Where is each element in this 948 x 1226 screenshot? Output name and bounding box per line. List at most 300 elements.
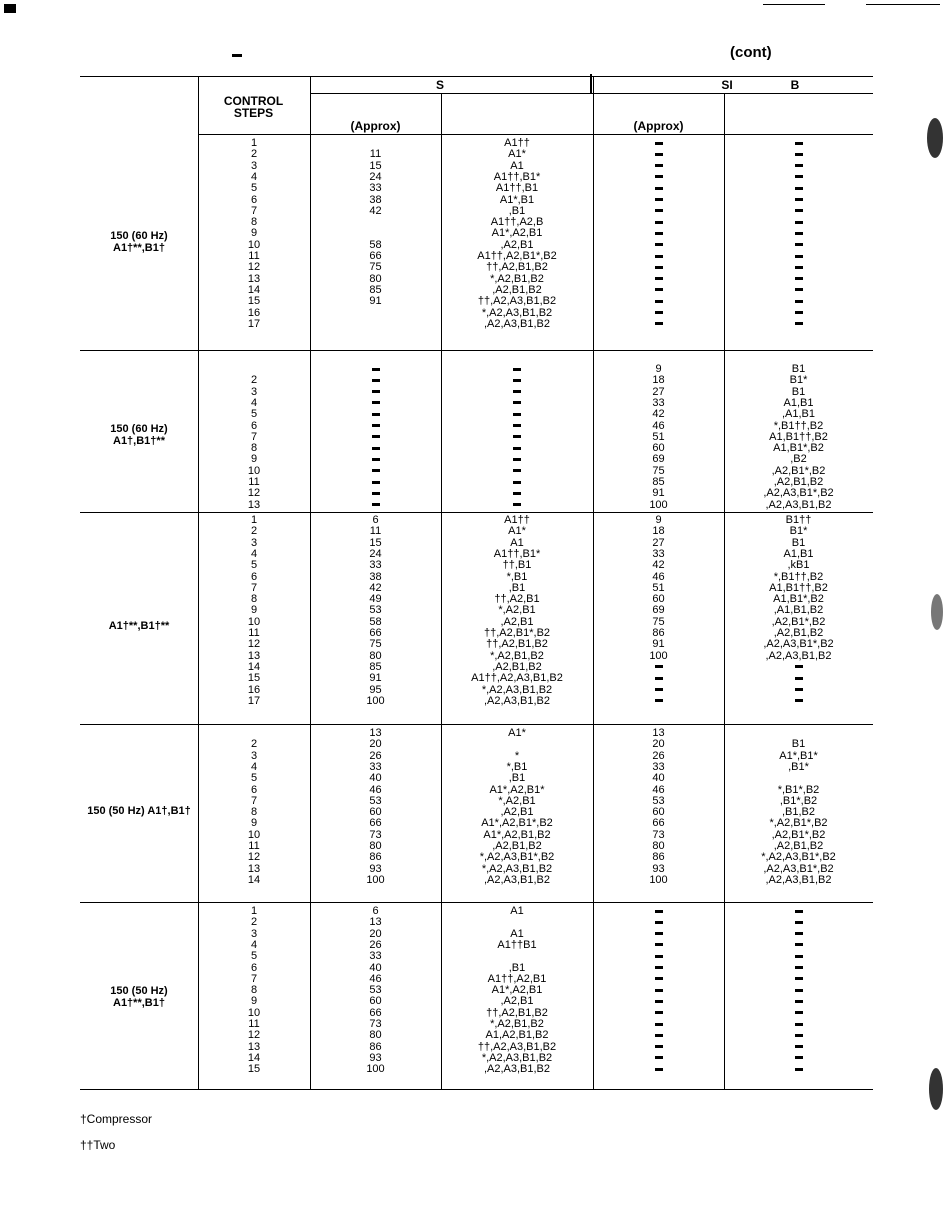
capacity-percent: 100 [649,873,668,886]
no-data-dash [593,985,724,996]
dash-mark [655,198,663,201]
compressors-on: *,B1 [506,760,528,773]
dash-mark [655,175,663,178]
no-data-dash [441,477,593,488]
capacity-percent: 58 [369,238,382,251]
capacity-percent: 86 [652,851,665,864]
capacity-percent: 66 [369,1006,382,1019]
compressors-on: * [514,749,520,762]
compressors-on: ,A2,A3,B1,B2 [483,873,551,886]
control-step: 13 [247,498,261,511]
dash-mark [655,142,663,145]
dash-mark [795,322,803,325]
control-step: 12 [247,1029,261,1042]
no-data-dash [724,161,873,172]
compressors-on: ,A2,B1*,B2 [771,828,826,841]
compressors-on: ,A1,B1,B2 [773,604,824,617]
no-data-dash [724,138,873,149]
control-step: 1 [250,514,258,526]
compressors-on: A1,B1††,B2 [769,430,828,443]
no-data-dash [724,285,873,296]
control-step: 10 [247,615,261,628]
capacity-percent: 38 [369,193,382,206]
dash-mark [795,1045,803,1048]
header-bottom-rule [198,134,873,135]
capacity-percent: 100 [366,1063,385,1076]
no-data-dash [593,951,724,962]
dash-mark [655,232,663,235]
capacity-percent: 15 [369,536,382,549]
dash-mark [655,1000,663,1003]
compressors-on: ,A2,A3,B1,B2 [765,873,832,886]
approx-header-a: (Approx) [350,119,401,133]
no-data-dash [441,364,593,375]
capacity-percent: 53 [369,794,382,807]
dash-mark [795,932,803,935]
no-data-dash [724,1042,873,1053]
capacity-percent: 24 [369,170,382,183]
capacity-percent: 91 [652,638,665,651]
compressors-on: A1* [508,148,526,161]
no-data-dash [593,974,724,985]
no-data-dash [593,662,724,673]
dash-mark [655,153,663,156]
dash-mark [372,481,380,484]
control-step: 14 [247,1051,261,1064]
capacity-percent: 73 [652,828,665,841]
capacity-percent: 46 [652,419,665,432]
capacity-percent: 75 [652,464,665,477]
no-data-dash [724,974,873,985]
compressors-on: *,A2,B1,B2 [490,649,544,662]
capacity-percent: 42 [652,559,665,572]
dash-mark [655,955,663,958]
compressors-on: ,B1* [788,760,809,773]
no-data-dash [593,308,724,319]
no-data-dash [593,183,724,194]
compressors-on: ,B1 [508,961,526,974]
control-step: 11 [248,840,260,852]
compressors-on: *,A2,A3,B1,B2 [481,1051,553,1064]
control-step: 12 [247,851,261,864]
compressors-on: A1††,B1 [495,182,539,195]
compressors-on: A1††,B1* [493,170,541,183]
control-step: 4 [250,760,258,773]
dash-mark [795,677,803,680]
control-step: 9 [250,817,258,830]
compressors-on: A1,B1 [783,547,814,560]
compressors-on: A1††B1 [497,938,537,951]
b-header-right: B [790,78,800,92]
capacity-percent: 91 [369,672,382,685]
compressors-on: *,A2,A3,B1,B2 [481,862,553,875]
capacity-percent: 20 [369,927,382,940]
no-data-dash [724,1008,873,1019]
capacity-percent: 66 [369,627,382,639]
capacity-percent: 42 [369,204,382,217]
no-data-dash [441,443,593,454]
dash-mark [655,1045,663,1048]
compressors-on: ,A2,A3,B1*,B2 [763,487,834,500]
compressors-on: A1,B1*,B2 [773,593,824,606]
compressors-on: ,B1 [508,204,526,217]
no-data-dash [724,906,873,917]
compressors-on: ,A2,B1,B2 [492,660,542,673]
dash-mark [513,435,521,438]
compressors-on: ,A2,A3,B1,B2 [483,1063,551,1076]
dash-mark [655,910,663,913]
dash-mark [513,413,521,416]
control-step: 14 [247,873,261,886]
dash-mark [372,401,380,404]
no-data-dash [593,138,724,149]
capacity-percent: 51 [652,581,665,594]
control-step: 5 [250,408,258,421]
capacity-percent: 46 [369,783,382,796]
dash-mark [795,209,803,212]
compressors-on: A1†† [504,514,530,526]
compressors-on: *,B1††,B2 [773,570,824,583]
compressors-on: ††,A2,A3,B1,B2 [477,295,557,308]
dash-mark [795,699,803,702]
capacity-percent: 80 [652,840,665,852]
no-data-dash [441,454,593,465]
control-step: 1 [250,905,258,917]
compressors-on: ,A2,A3,B1*,B2 [763,862,834,875]
capacity-percent: 91 [369,295,382,308]
compressors-on: ,A2,B1,B2 [492,283,542,296]
dash-mark [795,1011,803,1014]
no-data-dash [593,963,724,974]
no-data-dash [724,662,873,673]
control-step: 3 [250,159,258,172]
capacity-percent: 80 [369,649,382,662]
control-step: 6 [250,783,258,796]
capacity-percent: 38 [369,570,382,583]
compressors-on: B1 [791,536,806,549]
dash-mark [795,255,803,258]
capacity-percent: 13 [369,727,382,739]
no-data-dash [593,172,724,183]
capacity-percent: 93 [652,862,665,875]
no-data-dash [593,696,724,707]
no-data-dash [593,1008,724,1019]
control-step: 15 [247,295,261,308]
no-data-dash [310,443,441,454]
control-step: 12 [247,261,261,274]
dash-mark [795,921,803,924]
capacity-percent: 18 [652,525,665,538]
control-step: 2 [250,738,258,751]
no-data-dash [593,996,724,1007]
compressors-on: B1 [791,738,806,751]
control-step: 10 [247,238,261,251]
no-data-dash [593,262,724,273]
control-step: 15 [247,672,261,685]
compressors-on: A1*,B1* [779,749,818,762]
compressors-on: ††,A2,B1*,B2 [483,627,551,639]
no-data-dash [593,228,724,239]
no-data-dash [593,685,724,696]
control-step: 6 [250,193,258,206]
control-step: 12 [247,638,261,651]
capacity-percent: 6 [372,905,379,917]
compressors-on: A1††,A2,B1*,B2 [477,250,557,262]
dash-mark [513,503,521,506]
capacity-percent: 26 [369,749,382,762]
dash-mark [655,1068,663,1071]
dash-mark [655,1056,663,1059]
dash-mark [795,198,803,201]
control-step: 17 [247,694,261,707]
capacity-percent: 85 [369,660,382,673]
control-step: 15 [247,1063,261,1076]
control-step: 2 [250,916,258,929]
control-step: 13 [247,1040,261,1053]
no-data-dash [441,432,593,443]
compressors-on: A1*,A2,B1* [489,783,545,796]
control-step: 3 [250,749,258,762]
dash-mark [655,277,663,280]
control-step: 9 [250,227,258,240]
no-data-dash [441,387,593,398]
compressors-on: *,A2,B1,B2 [490,1018,544,1030]
dash-mark [795,300,803,303]
no-data-dash [724,1053,873,1064]
no-data-dash [593,195,724,206]
no-data-dash [593,1030,724,1041]
compressors-on: ,A1,B1 [781,408,816,421]
capacity-percent: 86 [369,851,382,864]
no-data-dash [724,296,873,307]
dash-mark [372,424,380,427]
capacity-percent: 69 [652,604,665,617]
capacity-percent: 9 [655,363,662,375]
compressors-on: ,A2,A3,B1*,B2 [763,638,834,651]
capacity-percent: 86 [652,627,665,639]
control-step: 4 [250,396,258,409]
dash-mark [372,458,380,461]
dash-mark [795,1068,803,1071]
capacity-percent: 27 [652,536,665,549]
capacity-percent: 85 [652,476,665,488]
no-data-dash [724,262,873,273]
dash-mark [795,232,803,235]
dash-mark [795,164,803,167]
compressors-on: ,B2 [790,453,807,466]
compressors-on: A1††,B1* [493,547,541,560]
no-data-dash [310,500,441,511]
no-data-dash [310,375,441,386]
dash-mark [795,266,803,269]
no-data-dash [593,296,724,307]
no-data-dash [724,172,873,183]
dash-mark [795,1056,803,1059]
dash-mark [372,390,380,393]
compressors-on: A1††,A2,A3,B1,B2 [471,672,563,685]
compressors-on: ,A2,B1,B2 [773,476,824,488]
capacity-percent: 11 [369,148,382,161]
no-data-dash [724,217,873,228]
control-step: 7 [250,794,258,807]
dash-mark [795,288,803,291]
section-rule-2 [80,512,873,513]
compressors-on: ,kB1 [787,559,810,572]
control-steps-header: CONTROL STEPS [223,94,284,120]
compressors-on: B1 [791,363,806,375]
no-data-dash [593,1019,724,1030]
compressors-on: ††,A2,A3,B1,B2 [477,1040,557,1053]
compressors-on: A1,B1*,B2 [773,442,824,455]
compressors-on: A1††,A2,B1 [487,972,547,985]
capacity-percent: 15 [369,159,382,172]
no-data-dash [593,917,724,928]
no-data-dash [724,985,873,996]
dash-mark [655,255,663,258]
compressors-on: ,B1 [508,581,526,594]
no-data-dash [310,421,441,432]
dash-mark [513,492,521,495]
section-rule-3 [80,724,873,725]
no-data-dash [724,940,873,951]
dash-mark [655,243,663,246]
no-data-dash [310,466,441,477]
no-data-dash [724,319,873,330]
no-data-dash [441,466,593,477]
no-data-dash [441,398,593,409]
dash-mark [795,966,803,969]
control-step: 6 [250,961,258,974]
compressors-on: A1*,A2,B1*,B2 [481,817,553,830]
control-step: 8 [250,593,258,606]
dash-mark [795,175,803,178]
dash-mark [372,503,380,506]
control-step: 13 [247,862,261,875]
no-data-dash [724,251,873,262]
capacity-percent: 66 [369,250,382,262]
dash-mark [795,277,803,280]
capacity-percent: 40 [652,772,665,785]
no-data-dash [593,940,724,951]
control-step: 2 [250,374,258,387]
compressors-on: *,A2,B1*,B2 [769,817,828,830]
dash-mark [655,288,663,291]
no-data-dash [593,1053,724,1064]
no-data-dash [724,963,873,974]
no-data-dash [310,477,441,488]
compressors-on: *,A2,B1 [498,794,536,807]
control-step: 7 [250,972,258,985]
capacity-percent: 13 [652,727,665,739]
s-header-right: SI [721,78,733,92]
dash-mark [795,910,803,913]
dash-mark [795,153,803,156]
compressors-on: ,A2,A3,B1,B2 [483,694,551,707]
compressors-on: ,B1*,B2 [779,794,818,807]
dash-mark [795,142,803,145]
control-step: 10 [247,464,261,477]
dash-mark [372,469,380,472]
compressors-on: A1,B1 [783,396,814,409]
control-step: 9 [250,604,258,617]
no-data-dash [724,308,873,319]
compressors-on: ††,A2,B1 [494,593,540,606]
dash-mark [513,481,521,484]
control-step: 5 [250,950,258,963]
dash-mark [513,368,521,371]
no-data-dash [441,488,593,499]
compressors-on: B1†† [785,514,812,526]
dash-mark [655,164,663,167]
compressors-on: ,A2,B1 [500,238,534,251]
compressors-on: ,B1 [508,772,526,785]
no-data-dash [441,500,593,511]
no-data-dash [310,432,441,443]
compressors-on: ,A2,B1,B2 [773,840,824,852]
compressors-on: *,A2,A3,B1*,B2 [479,851,555,864]
compressors-on: A1,A2,B1,B2 [485,1029,549,1042]
control-step: 3 [250,536,258,549]
capacity-percent: 86 [369,1040,382,1053]
capacity-percent: 51 [652,430,665,443]
cont-label: (cont) [730,44,772,61]
dash-mark [655,977,663,980]
dash-mark [372,413,380,416]
capacity-percent: 73 [369,828,382,841]
capacity-percent: 60 [652,806,665,819]
no-data-dash [724,1064,873,1075]
corner-mark [4,4,16,13]
compressors-on: ,A2,B1 [500,615,534,628]
dash-mark [513,447,521,450]
dash-mark [795,989,803,992]
no-data-dash [593,161,724,172]
capacity-percent: 20 [369,738,382,751]
dash-mark [655,989,663,992]
control-step: 5 [250,559,258,572]
capacity-percent: 33 [369,760,382,773]
control-step: 16 [247,306,261,319]
binder-hole-3 [929,1068,943,1110]
no-data-dash [724,951,873,962]
no-data-dash [724,195,873,206]
dash-mark [372,447,380,450]
capacity-percent: 42 [369,581,382,594]
compressors-on: *,A2,B1 [498,604,536,617]
no-data-dash [724,206,873,217]
control-step: 4 [250,547,258,560]
no-data-dash [724,149,873,160]
capacity-percent: 75 [369,261,382,274]
capacity-percent: 33 [369,950,382,963]
compressors-on: A1*,A2,B1 [491,984,543,997]
capacity-percent: 95 [369,683,382,696]
compressors-on: A1 [510,159,524,172]
control-step: 4 [250,938,258,951]
capacity-percent: 60 [652,442,665,455]
compressors-on: ††,A2,B1,B2 [486,638,548,651]
dash-mark [372,368,380,371]
capacity-percent: 18 [652,374,665,387]
dash-mark [655,966,663,969]
capacity-percent: 33 [652,396,665,409]
no-data-dash [724,696,873,707]
dash-mark [795,943,803,946]
capacity-percent: 66 [369,817,382,830]
control-step: 1 [250,137,258,149]
control-step: 16 [247,683,261,696]
header-tick [590,74,592,94]
